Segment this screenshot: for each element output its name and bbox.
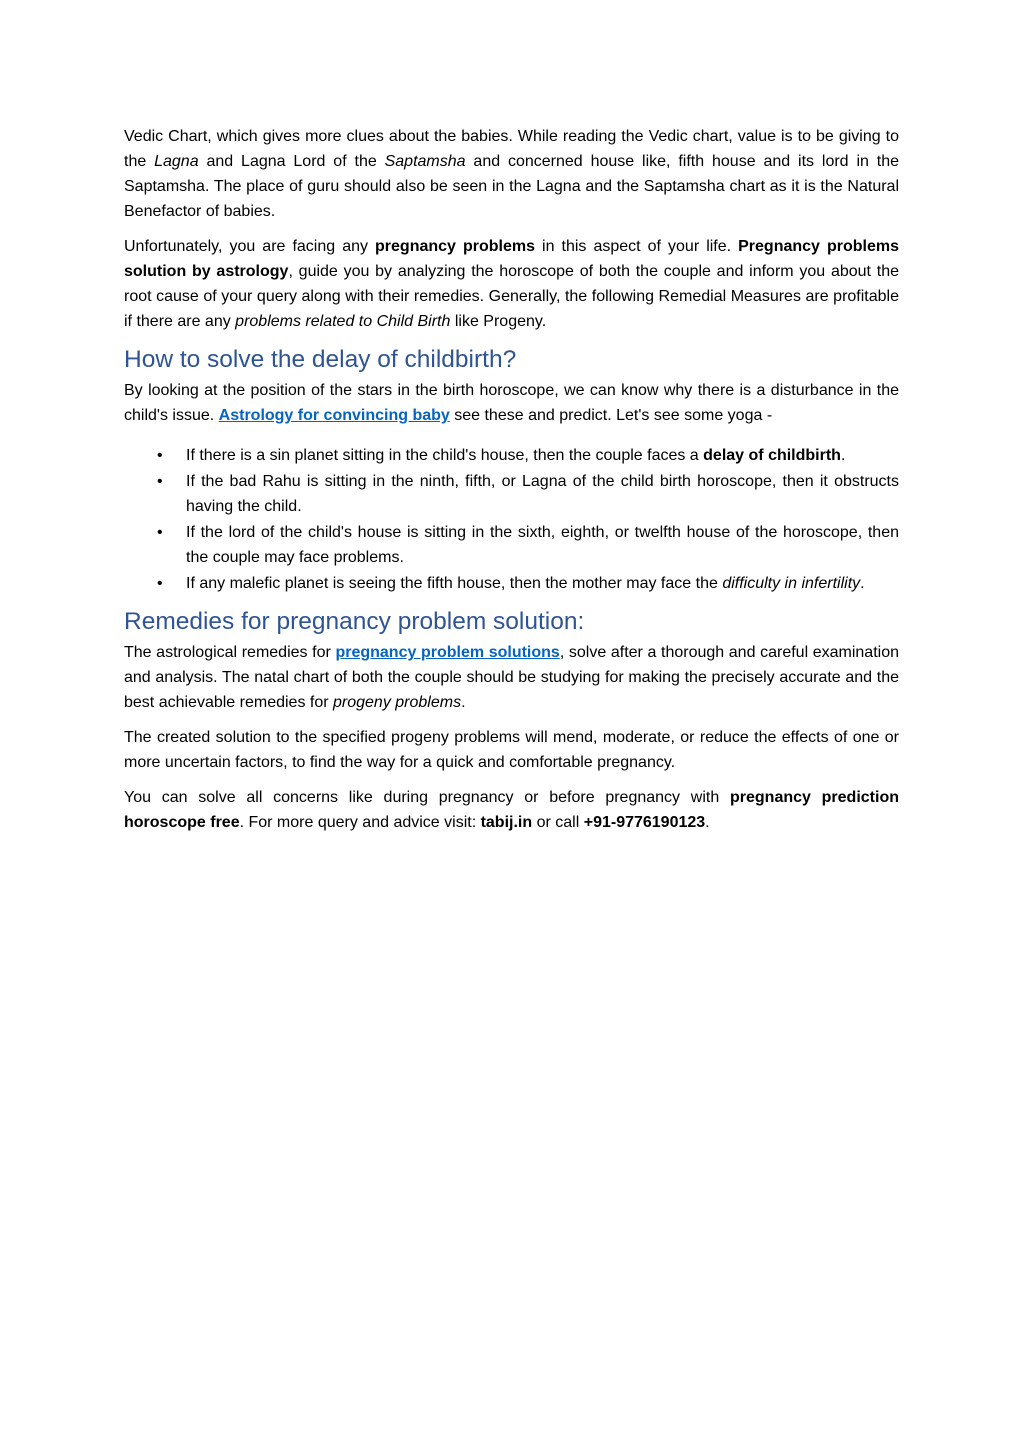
bullet-icon: • xyxy=(157,575,163,592)
text-run: If there is a sin planet sitting in the child's house, then the couple faces a xyxy=(186,447,704,464)
astrology-for-convincing-baby-link[interactable]: Astrology for convincing baby xyxy=(218,407,450,424)
remedies-paragraph xyxy=(124,640,899,715)
text-run: . For more query and advice visit: xyxy=(239,814,481,831)
italic-difficulty-in-infertility: difficulty in infertility xyxy=(722,575,861,592)
heading-remedies: Remedies for pregnancy problem solution: xyxy=(124,608,585,635)
intro-paragraph xyxy=(124,124,899,224)
text-run: If the lord of the child's house is sitting in the sixth, eighth, or twelfth house of the horoscope, then the couple may face problems. xyxy=(186,524,899,566)
text-run: , solve after a thorough and careful examination and analysis. The natal chart of both the couple should be studying for making the precisely accurate and the best achievable remedies for xyxy=(124,644,900,711)
text-run: The created solution to the specified progeny problems will mend, moderate, or reduce the effects of one or more uncertain factors, to find the way for a quick and comfortable pregnancy. xyxy=(124,729,899,771)
list-item xyxy=(124,571,899,596)
heading-delay-of-childbirth: How to solve the delay of childbirth? xyxy=(124,346,517,373)
contact-paragraph xyxy=(124,785,899,835)
text-run: in this aspect of your life. xyxy=(535,238,739,255)
bold-solution-by-astrology: Pregnancy problems solution by astrology xyxy=(124,238,899,280)
list-item xyxy=(124,469,899,519)
text-run: like Progeny. xyxy=(450,313,547,330)
italic-progeny-problems: progeny problems xyxy=(333,694,462,711)
pregnancy-problems-paragraph xyxy=(124,234,899,334)
text-run: If any malefic planet is seeing the fifth house, then the mother may face the xyxy=(186,575,723,592)
text-run: or call xyxy=(532,814,584,831)
phone-number: +91-9776190123 xyxy=(583,814,706,831)
text-run: Unfortunately, you are facing any xyxy=(124,238,376,255)
pregnancy-problem-solutions-link[interactable]: pregnancy problem solutions xyxy=(335,644,560,661)
text-run: . xyxy=(461,694,466,711)
text-run: and Lagna Lord of the xyxy=(198,153,385,170)
text-run: see these and predict. Let's see some yoga - xyxy=(449,407,773,424)
text-run: If the bad Rahu is sitting in the ninth, fifth, or Lagna of the child birth horoscope, then it obstructs having the child. xyxy=(186,473,899,515)
text-run: , guide you by analyzing the horoscope of both the couple and inform you about the root cause of your query along with their remedies. Generally, the following Remedial Measures are profitable if there are any xyxy=(124,263,899,330)
italic-child-birth: problems related to Child Birth xyxy=(235,313,451,330)
website-text: tabij.in xyxy=(480,814,533,831)
italic-saptamsha: Saptamsha xyxy=(384,153,466,170)
bold-pregnancy-problems: pregnancy problems xyxy=(375,238,535,255)
bullet-icon: • xyxy=(157,473,163,490)
italic-lagna: Lagna xyxy=(154,153,199,170)
text-run: The astrological remedies for xyxy=(124,644,336,661)
created-solution-paragraph xyxy=(124,725,899,775)
bullet-icon: • xyxy=(157,447,163,464)
text-run: . xyxy=(840,447,846,464)
bold-prediction-horoscope: pregnancy prediction horoscope free xyxy=(124,789,899,831)
list-item xyxy=(124,443,899,468)
list-item xyxy=(124,520,899,570)
birth-horoscope-paragraph xyxy=(124,378,899,428)
bold-delay-of-childbirth: delay of childbirth xyxy=(703,447,841,464)
yoga-bullet-list xyxy=(124,443,899,596)
text-run: . xyxy=(860,575,865,592)
text-run: and concerned house like, fifth house and its lord in the Saptamsha. The place of guru should also be seen in the Lagna and the Saptamsha chart as it is the Natural Benefactor of babies. xyxy=(124,153,899,220)
text-run: You can solve all concerns like during pregnancy or before pregnancy with xyxy=(124,789,730,806)
text-run: . xyxy=(705,814,710,831)
bullet-icon: • xyxy=(157,524,163,541)
text-run: By looking at the position of the stars in the birth horoscope, we can know why there is a disturbance in the child's issue. xyxy=(124,382,899,424)
text-run: Vedic Chart, which gives more clues about the babies. While reading the Vedic chart, value is to be giving to the xyxy=(124,128,899,170)
